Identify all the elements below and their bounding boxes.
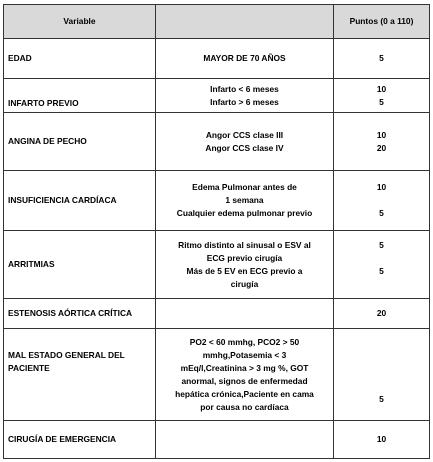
row-variable: ANGINA DE PECHO bbox=[4, 113, 156, 171]
table-row bbox=[4, 329, 430, 421]
row-criteria bbox=[156, 421, 334, 459]
criteria-line: PO2 < 60 mmhg, PCO2 > 50 bbox=[189, 336, 300, 347]
row-criteria bbox=[156, 39, 334, 79]
points-value: 5 bbox=[379, 208, 384, 218]
row-variable: ARRITMIAS bbox=[4, 231, 156, 299]
criteria-line: mmhg,Potasemia < 3 bbox=[202, 349, 287, 360]
row-points bbox=[334, 171, 430, 231]
criteria-line: Ritmo distinto al sinusal o ESV al bbox=[178, 239, 311, 250]
points-value: 10 bbox=[376, 182, 387, 192]
row-variable: INSUFICIENCIA CARDÍACA bbox=[4, 171, 156, 231]
points-value: 5 bbox=[379, 96, 384, 107]
table-row bbox=[4, 39, 430, 79]
header-variable: Variable bbox=[4, 5, 156, 39]
row-criteria bbox=[156, 171, 334, 231]
row-points bbox=[334, 79, 430, 113]
criteria-line: Angor CCS clase III bbox=[205, 129, 284, 140]
row-variable: EDAD bbox=[4, 39, 156, 79]
table-header-row bbox=[4, 5, 430, 39]
table-row bbox=[4, 299, 430, 329]
criteria-line: anormal, signos de enfermedad bbox=[181, 375, 308, 386]
row-criteria bbox=[156, 329, 334, 421]
row-points bbox=[334, 113, 430, 171]
header-points: Puntos (0 a 110) bbox=[334, 5, 430, 39]
table-row bbox=[4, 79, 430, 113]
row-points bbox=[334, 421, 430, 459]
points-value: 10 bbox=[376, 83, 387, 94]
row-criteria bbox=[156, 299, 334, 329]
row-variable: ESTENOSIS AÓRTICA CRÍTICA bbox=[4, 299, 156, 329]
criteria-line: mEq/l,Creatinina > 3 mg %, GOT bbox=[180, 362, 309, 373]
row-variable: INFARTO PREVIO bbox=[4, 79, 156, 113]
risk-score-table bbox=[3, 4, 430, 459]
row-criteria bbox=[156, 113, 334, 171]
points-value: 5 bbox=[379, 265, 384, 276]
criteria-line: Infarto > 6 meses bbox=[210, 96, 279, 107]
points-value: 10 bbox=[376, 434, 387, 444]
points-value: 20 bbox=[376, 308, 387, 318]
criteria-line: hepática crónica,Paciente en cama bbox=[175, 388, 314, 399]
table-row bbox=[4, 171, 430, 231]
row-points bbox=[334, 231, 430, 299]
points-value: 5 bbox=[379, 394, 384, 404]
criteria-line: Más de 5 EV en ECG previo a bbox=[186, 265, 303, 276]
criteria-line: Cualquier edema pulmonar previo bbox=[176, 208, 313, 218]
criteria-line: cirugía bbox=[230, 278, 259, 289]
criteria-line: Edema Pulmonar antes de bbox=[192, 182, 297, 192]
row-points bbox=[334, 329, 430, 421]
table-row bbox=[4, 113, 430, 171]
criteria-line: MAYOR DE 70 AÑOS bbox=[203, 53, 286, 63]
criteria-line: Angor CCS clase IV bbox=[205, 142, 284, 153]
row-criteria bbox=[156, 231, 334, 299]
row-criteria bbox=[156, 79, 334, 113]
table-row bbox=[4, 421, 430, 459]
criteria-line: Infarto < 6 meses bbox=[210, 83, 279, 94]
points-value: 10 bbox=[376, 129, 387, 140]
points-value: 5 bbox=[379, 239, 384, 250]
row-variable: MAL ESTADO GENERAL DEL PACIENTE bbox=[4, 329, 156, 421]
row-points bbox=[334, 299, 430, 329]
criteria-line: por causa no cardíaca bbox=[200, 401, 289, 412]
points-value: 20 bbox=[376, 142, 387, 153]
row-variable: CIRUGÍA DE EMERGENCIA bbox=[4, 421, 156, 459]
criteria-line: 1 semana bbox=[225, 195, 264, 205]
criteria-line: ECG previo cirugía bbox=[206, 252, 283, 263]
header-blank bbox=[156, 5, 334, 39]
row-points bbox=[334, 39, 430, 79]
table-row bbox=[4, 231, 430, 299]
points-value: 5 bbox=[379, 53, 384, 63]
